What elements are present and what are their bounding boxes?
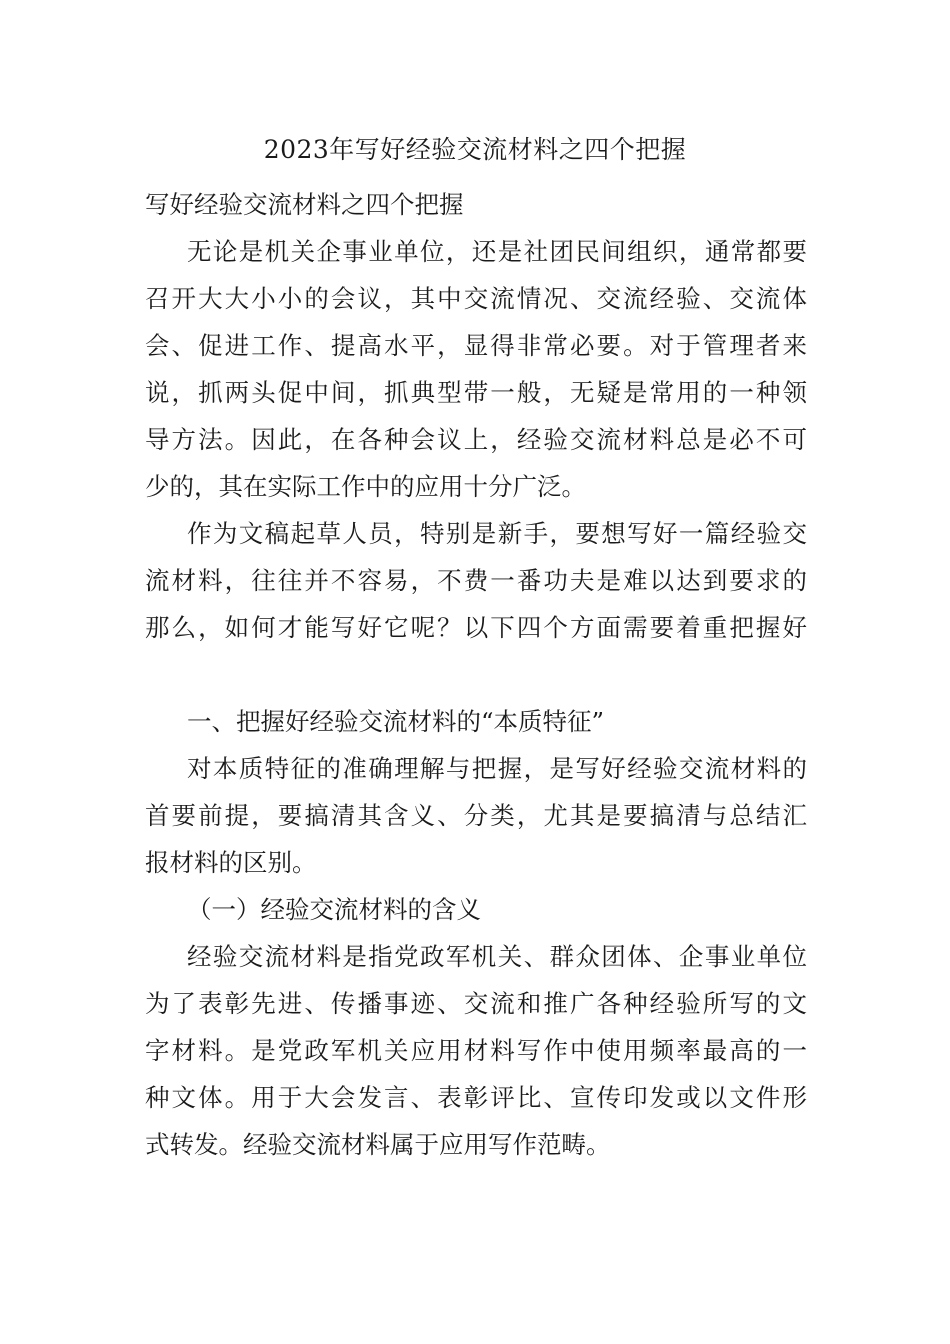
document-title: 2023年写好经验交流材料之四个把握: [263, 135, 687, 164]
paragraph-line: 召开大大小小的会议，其中交流情况、交流经验、交流体: [145, 284, 807, 313]
paragraph-line: 字材料。是党政军机关应用材料写作中使用频率最高的一: [145, 1036, 807, 1065]
section-heading: 一、把握好经验交流材料的“本质特征”: [187, 707, 605, 736]
paragraph-1: [145, 228, 807, 510]
paragraph-line: 导方法。因此，在各种会议上，经验交流材料总是必不可: [145, 425, 807, 454]
paragraph-line: 会、促进工作、提高水平，显得非常必要。对于管理者来: [145, 331, 807, 360]
paragraph-line: 说，抓两头促中间，抓典型带一般，无疑是常用的一种领: [145, 378, 807, 407]
paragraph-line: 经验交流材料是指党政军机关、群众团体、企事业单位: [187, 942, 807, 971]
document-body: [145, 181, 807, 1168]
paragraph-line: 为了表彰先进、传播事迹、交流和推广各种经验所写的文: [145, 989, 807, 1018]
document-subtitle: 写好经验交流材料之四个把握: [145, 190, 464, 219]
paragraph-line: 首要前提，要搞清其含义、分类，尤其是要搞清与总结汇: [145, 801, 807, 830]
paragraph-line: 作为文稿起草人员，特别是新手，要想写好一篇经验交: [187, 519, 807, 548]
paragraph-line: 那么，如何才能写好它呢？以下四个方面需要着重把握好: [145, 613, 807, 642]
paragraph-2: [145, 510, 807, 651]
blank-line: [145, 651, 807, 698]
paragraph-line: 种文体。用于大会发言、表彰评比、宣传印发或以文件形: [145, 1083, 807, 1112]
paragraph-4: [145, 933, 807, 1168]
paragraph-line: 少的，其在实际工作中的应用十分广泛。: [145, 472, 586, 501]
paragraph-line: 无论是机关企事业单位，还是社团民间组织，通常都要: [187, 237, 807, 266]
paragraph-line: 对本质特征的准确理解与把握，是写好经验交流材料的: [187, 754, 807, 783]
paragraph-line: 流材料，往往并不容易，不费一番功夫是难以达到要求的: [145, 566, 807, 595]
subsection-heading: （一）经验交流材料的含义: [187, 895, 481, 924]
paragraph-line: 报材料的区别。: [145, 848, 317, 877]
paragraph-line: 式转发。经验交流材料属于应用写作范畴。: [145, 1130, 611, 1159]
paragraph-3: [145, 745, 807, 886]
